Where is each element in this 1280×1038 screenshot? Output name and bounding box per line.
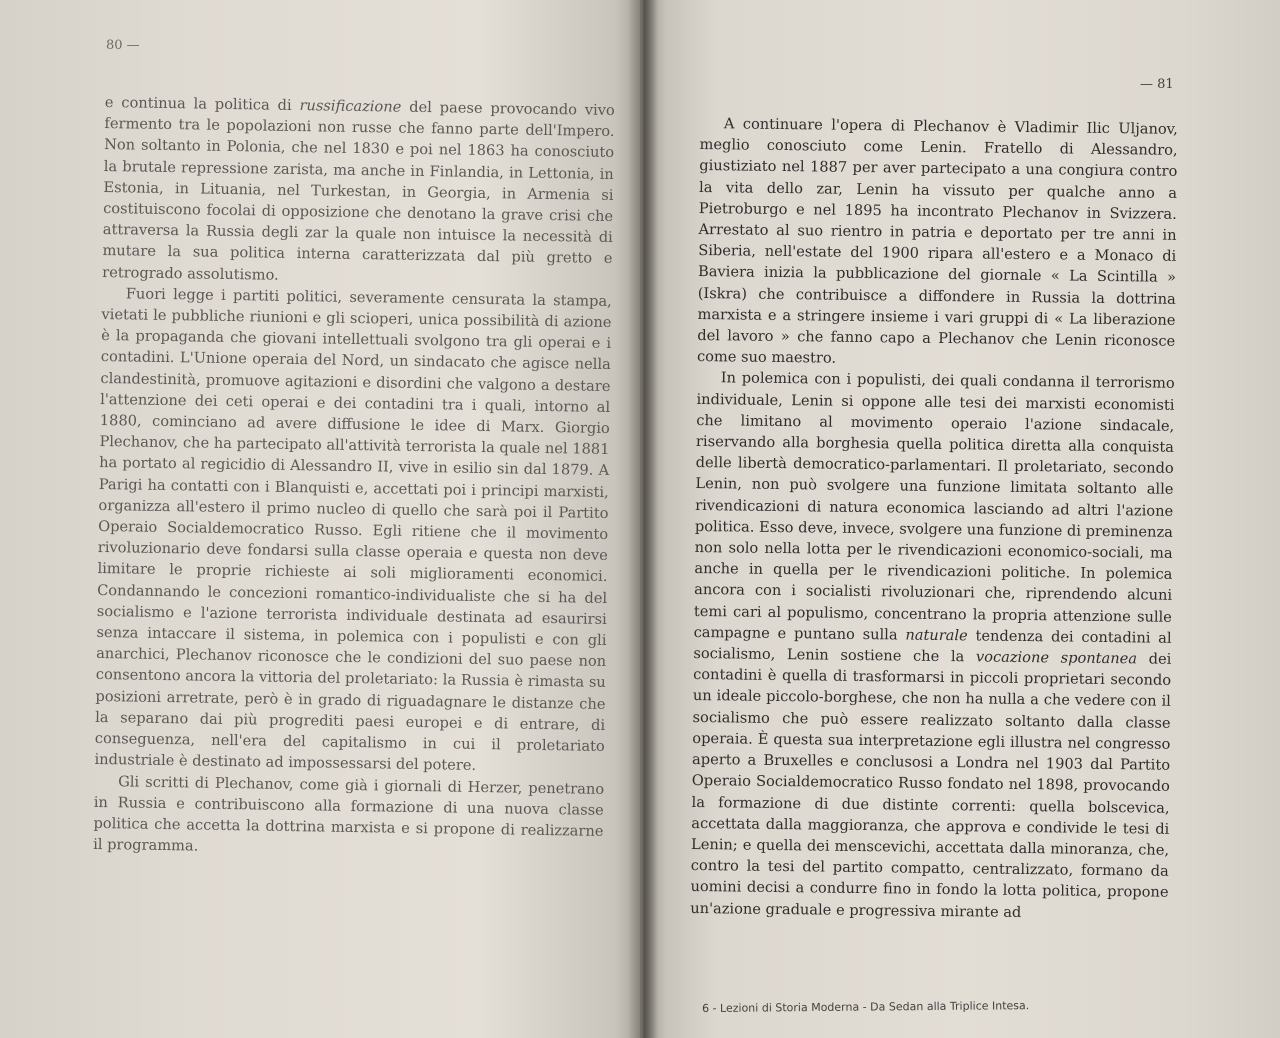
- book-gutter: [628, 0, 658, 1038]
- paragraph: [94, 283, 612, 779]
- left-page-body: [93, 92, 615, 863]
- text-run: del paese provocando vivo fermento tra le popolazioni non russe che fanno parte dell'Impero. Non soltanto in Polonia, che nel 1830 e poi nel 1863 ha conosciuto la brutale repressione zarista, ma anche in Finlandia, in Lettonia, in Estonia, in Lituania, nel Turkestan, in Georgia, in Armenia si costituiscono focolai di opposizione che denotano la grave crisi che attraversa la Russia degli zar la quale non intuisce la necessità di mutare la sua politica interna caratterizzata dal più gretto e retrogrado assolutismo.: [102, 98, 615, 284]
- text-run: e continua la politica di: [104, 93, 300, 115]
- text-run: Gli scritti di Plechanov, come già i giornali di Herzer, penetrano in Russia e contribuiscono alla formazione di una nuova classe politica che accetta la dottrina marxista e si propone di realizzarne il programma.: [93, 772, 605, 855]
- text-run: Fuori legge i partiti politici, severamente censurata la stampa, vietati le pubbliche riunioni e gli scioperi, unica possibilità di azione è la propaganda che giovani intellettuali svolgono tra gli operai e i contadini. L'Unione operaia del Nord, un sindacato che agisce nella clandestinità, promuove agitazioni e disordini che valgono a destare l'attenzione dei ceti operai e dei contadini tra i quali, intorno al 1880, cominciano ad avere diffusione le idee di Marx. Giorgio Plechanov, che ha partecipato all'attività terrorista la quale nel 1881 ha portato al regicidio di Alessandro II, vive in esilio sin dal 1879. A Parigi ha contatti con i Blanquisti e, accettati poi i principi marxisti, organizza all'estero il primo nucleo di quello che sarà poi il Partito Operaio Socialdemocratico Russo. Egli ritiene che il movimento rivoluzionario deve fondarsi sulla classe operaia e questa non deve limitare le proprie richieste ai soli miglioramenti economici. Condannando le concezioni romantico-individualiste che si ha del socialismo e l'azione terrorista individuale destinata ad esaurirsi senza intaccare il sistema, in polemica con i populisti e con gli anarchici, Plechanov riconosce che le condizioni del suo paese non consentono ancora la vittoria del proletariato: la Russia è rimasta su posizioni arretrate, però è in grado di riguadagnare le distanze che la separano dai più progrediti paesi europei e di entrare, di conseguenza, nell'era del capitalismo in cui il proletariato industriale è destinato ad impossessarsi del potere.: [94, 285, 612, 775]
- page-number-right: — 81: [1140, 77, 1174, 92]
- italic-text: naturale: [905, 626, 968, 645]
- text-run: In polemica con i populisti, dei quali condanna il terrorismo individuale, Lenin si oppone alle tesi dei marxisti economisti che limitano al movimento operaio l'azione sindacale, riservando alla borghesia quella politica diretta alla conquista delle libertà democratico-parlamentari. Il proletariato, secondo Lenin, non può svolgere una funzione limitata soltanto alle rivendicazioni di natura economica lasciando ad altri l'azione politica. Esso deve, invece, svolgere una funzione di preminenza non solo nella lotta per le rivendicazioni economico-sociali, ma anche in quella per le rivendicazioni politiche. In polemica ancora con i socialisti rivoluzionari che, riprendendo alcuni temi cari al populismo, concentrano la propria attenzione sulle campagne e puntano sulla: [693, 369, 1175, 644]
- paragraph: [102, 92, 615, 291]
- italic-text: vocazione spontanea: [975, 648, 1138, 668]
- text-run: tendenza dei contadini al socialismo, Lenin sostiene che la: [693, 627, 1172, 666]
- italic-text: russificazione: [299, 97, 402, 116]
- text-run: dei contadini è quella di trasformarsi in piccoli proprietari secondo un ideale piccolo-borghese, che non ha nulla a che vedere con il socialismo che può essere realizzato soltanto dalla classe operaia. È questa sua interpretazione egli illustra nel congresso aperto a Bruxelles e conclusosi a Londra nel 1903 dal Partito Operaio Socialdemocratico Russo fondato nel 1898, provocando la formazione di due distinte correnti: quella bolscevica, accettata dalla maggioranza, che approva e condivide le tesi di Lenin; e quella dei menscevichi, accettata dalla minoranza, che, contro la tesi del partito compatto, centralizzato, formano da uomini decisi a condurre fino in fondo la lotta politica, propone un'azione graduale e progressiva mirante ad: [690, 650, 1172, 921]
- page-number-left: 80 —: [106, 38, 140, 53]
- page-footer-note: 6 - Lezioni di Storia Moderna - Da Sedan alla Triplice Intesa.: [702, 999, 1030, 1015]
- paragraph: [697, 113, 1178, 373]
- paragraph: [690, 367, 1175, 924]
- text-run: A continuare l'opera di Plechanov è Vladimir Ilic Uljanov, meglio conosciuto come Lenin. Fratello di Alessandro, giustiziato nel 1887 per aver partecipato a una congiura contro la vita dello zar, Lenin ha vissuto per qualche anno a Pietroburgo e nel 1895 ha incontrato Plechanov in Svizzera. Arrestato al suo rientro in patria e deportato per tre anni in Siberia, nell'estate del 1900 ripara all'estero e a Monaco di Baviera inizia la pubblicazione del giornale « La Scintilla » (Iskra) che contribuisce a diffondere in Russia la dottrina marxista e a stringere insieme i vari gruppi di « La liberazione del lavoro » che fanno capo a Plechanov che Lenin riconosce come suo maestro.: [696, 115, 1178, 367]
- paragraph: [93, 770, 604, 863]
- right-page-body: [690, 113, 1178, 924]
